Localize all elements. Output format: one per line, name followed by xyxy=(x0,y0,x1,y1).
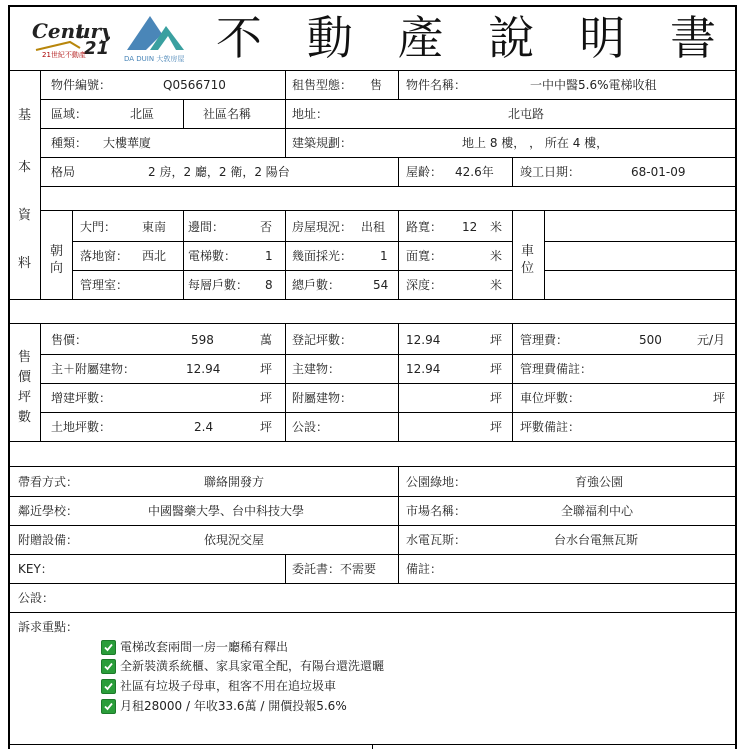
unit-label: 米 xyxy=(490,278,503,292)
logo1-subtitle: 21世紀不動產 xyxy=(42,51,86,59)
divider xyxy=(372,744,373,749)
divider xyxy=(512,157,513,186)
ping-unit: 坪 xyxy=(490,362,503,376)
parking-label-char: 車 xyxy=(521,244,535,259)
plan-label: 建築規劃： xyxy=(292,136,353,150)
section-label-char: 料 xyxy=(18,256,32,271)
century21-logo xyxy=(30,14,110,62)
ping-unit: 坪 xyxy=(260,362,273,376)
main-plus-label: 主＋附屬建物： xyxy=(51,362,136,376)
highlights-label: 訴求重點： xyxy=(18,620,79,634)
price-value: 598 xyxy=(191,333,214,347)
divider xyxy=(40,70,41,299)
ping-unit: 坪 xyxy=(260,391,273,405)
title-char: 書 xyxy=(669,11,716,65)
divider xyxy=(398,70,399,99)
school-label: 鄰近學校： xyxy=(18,504,79,518)
reg-area-value: 12.94 xyxy=(406,333,441,347)
extra-label: 增建坪數： xyxy=(51,391,112,405)
elevators-value: 1 xyxy=(265,249,273,263)
gift-label: 附贈設備： xyxy=(18,533,79,547)
light-value: 1 xyxy=(380,249,388,263)
divider xyxy=(183,99,184,128)
area-note-label: 坪數備註： xyxy=(520,420,581,434)
door-label: 大門： xyxy=(80,220,117,234)
total-units-value: 54 xyxy=(373,278,389,292)
address-label: 地址： xyxy=(292,107,329,121)
divider xyxy=(40,323,41,441)
elevators-label: 電梯數： xyxy=(188,249,237,263)
price-label: 售價： xyxy=(51,333,88,347)
price-unit: 萬 xyxy=(260,333,273,347)
divider xyxy=(8,525,737,526)
svg-text:Cent: Cent xyxy=(32,19,85,43)
fee-label: 管理費： xyxy=(520,333,569,347)
prop-name-label: 物件名稱： xyxy=(406,78,467,92)
utility-value: 台水台電無瓦斯 xyxy=(554,533,639,547)
community-label: 社區名稱 xyxy=(203,107,252,121)
completion-label: 竣工日期： xyxy=(520,165,581,179)
divider xyxy=(8,299,737,300)
highlight-item: 月租28000 / 年收33.6萬 / 開價投報5.6% xyxy=(120,699,347,713)
main-value: 12.94 xyxy=(406,362,441,376)
divider xyxy=(285,554,286,583)
divider xyxy=(72,241,512,242)
case-no-label: 物件編號： xyxy=(51,78,112,92)
divider xyxy=(40,128,737,129)
reg-area-label: 登記坪數： xyxy=(292,333,353,347)
svg-text:21: 21 xyxy=(84,38,110,59)
title-char: 不 xyxy=(216,11,262,65)
parking-area-label: 車位坪數： xyxy=(520,391,581,405)
divider xyxy=(398,157,399,186)
window-value: 西北 xyxy=(142,249,167,263)
address-value: 北屯路 xyxy=(508,107,545,121)
land-label: 土地坪數： xyxy=(51,420,112,434)
gift-value: 依現況交屋 xyxy=(204,533,265,547)
divider xyxy=(40,210,737,211)
divider xyxy=(8,323,737,324)
section-label-char: 基 xyxy=(18,108,32,123)
front-label: 面寬： xyxy=(406,249,443,263)
deal-type-value: 售 xyxy=(370,78,383,92)
divider xyxy=(512,210,513,299)
mgmt-room-label: 管理室： xyxy=(80,278,129,292)
age-value: 42.6年 xyxy=(455,165,494,179)
district-value: 北區 xyxy=(130,107,155,121)
section-label-char: 本 xyxy=(18,160,32,175)
park-label: 公園綠地： xyxy=(406,475,467,489)
market-value: 全聯福利中心 xyxy=(561,504,634,518)
divider xyxy=(398,466,399,583)
public-label: 公設： xyxy=(292,420,329,434)
svg-text:ury: ury xyxy=(76,19,110,43)
market-label: 市場名稱： xyxy=(406,504,467,518)
checkbox-icon xyxy=(101,679,116,694)
divider xyxy=(8,70,737,71)
divider xyxy=(8,496,737,497)
plan-value: 地上 8 樓， ， 所在 4 樓， xyxy=(462,136,609,150)
divider xyxy=(285,70,286,158)
title-char: 動 xyxy=(306,11,353,65)
divider xyxy=(8,612,737,613)
divider xyxy=(40,412,737,413)
unit-label: 米 xyxy=(490,249,503,263)
divider xyxy=(544,210,545,299)
commission-text: 委託書：不需要 xyxy=(292,562,377,576)
title-char: 明 xyxy=(579,11,626,65)
layout-label: 格局 xyxy=(51,165,76,179)
fee-unit: 元/月 xyxy=(697,333,726,347)
ping-unit: 坪 xyxy=(490,391,503,405)
status-label: 房屋現況： xyxy=(292,220,353,234)
ping-unit: 坪 xyxy=(490,333,503,347)
total-units-label: 總戶數： xyxy=(292,278,341,292)
logo2-subtitle: DA DUIN 大敦房屋 xyxy=(124,55,185,63)
status-value: 出租 xyxy=(361,220,386,234)
completion-value: 68-01-09 xyxy=(631,165,686,179)
divider xyxy=(8,583,737,584)
road-value: 12 xyxy=(462,220,478,234)
units-per-floor-label: 每層戶數： xyxy=(188,278,249,292)
fee-note-label: 管理費備註： xyxy=(520,362,593,376)
highlight-item: 電梯改套兩間一房一廳稀有釋出 xyxy=(120,640,289,654)
ping-unit: 坪 xyxy=(260,420,273,434)
divider xyxy=(72,210,73,299)
divider xyxy=(40,186,737,187)
utility-label: 水電瓦斯： xyxy=(406,533,467,547)
case-no-value: Q0566710 xyxy=(163,78,226,92)
facing-label-char: 向 xyxy=(50,261,64,276)
unit-label: 米 xyxy=(490,220,503,234)
main-plus-value: 12.94 xyxy=(186,362,221,376)
parking-label-char: 位 xyxy=(521,261,535,276)
layout-value: 2 房，2 廳，2 衛，2 陽台 xyxy=(148,165,290,179)
divider xyxy=(544,270,737,271)
divider xyxy=(544,241,737,242)
title-char: 產 xyxy=(397,11,444,65)
section-label-char: 資 xyxy=(18,208,32,223)
divider xyxy=(8,466,737,467)
window-label: 落地窗： xyxy=(80,249,129,263)
price-section-char: 數 xyxy=(18,410,32,425)
checkbox-icon xyxy=(101,640,116,655)
type-label: 種類： xyxy=(51,136,88,150)
divider xyxy=(8,441,737,442)
land-value: 2.4 xyxy=(194,420,214,434)
facing-label-char: 朝 xyxy=(50,244,64,259)
divider xyxy=(285,210,286,299)
viewing-value: 聯絡開發方 xyxy=(204,475,265,489)
park-value: 育強公園 xyxy=(575,475,624,489)
divider xyxy=(398,323,399,441)
road-label: 路寬： xyxy=(406,220,443,234)
district-label: 區域： xyxy=(51,107,88,121)
ping-unit: 坪 xyxy=(713,391,726,405)
divider xyxy=(40,99,737,100)
checkbox-icon xyxy=(101,659,116,674)
divider xyxy=(40,354,737,355)
units-per-floor-value: 8 xyxy=(265,278,273,292)
divider xyxy=(72,270,512,271)
side-label: 邊間： xyxy=(188,220,225,234)
price-section-char: 價 xyxy=(18,370,32,385)
school-value: 中國醫藥大學、台中科技大學 xyxy=(148,504,305,518)
da-duin-logo xyxy=(122,14,192,62)
divider xyxy=(398,210,399,299)
key-label: KEY： xyxy=(18,562,53,576)
deal-type-label: 租售型態： xyxy=(292,78,353,92)
divider xyxy=(40,383,737,384)
remark-label: 備註： xyxy=(406,562,443,576)
fee-value: 500 xyxy=(639,333,662,347)
depth-label: 深度： xyxy=(406,278,443,292)
document-title xyxy=(216,12,716,64)
type-value: 大樓華廈 xyxy=(103,136,152,150)
main-label: 主建物： xyxy=(292,362,341,376)
highlight-item: 全新裝潢系統櫃、家具家電全配，有陽台還洗還曬 xyxy=(120,659,385,673)
title-char: 說 xyxy=(488,11,535,65)
divider xyxy=(40,157,737,158)
ping-unit: 坪 xyxy=(490,420,503,434)
prop-name-value: 一中中醫5.6%電梯收租 xyxy=(530,78,657,92)
divider xyxy=(8,554,737,555)
divider xyxy=(183,210,184,299)
highlight-item: 社區有垃圾子母車，租客不用在追垃圾車 xyxy=(120,679,337,693)
checkbox-icon xyxy=(101,699,116,714)
document-frame xyxy=(8,5,737,749)
price-section-char: 坪 xyxy=(18,390,32,405)
attached-label: 附屬建物： xyxy=(292,391,353,405)
age-label: 屋齡： xyxy=(406,165,443,179)
public-facilities-label: 公設： xyxy=(18,591,55,605)
light-label: 幾面採光： xyxy=(292,249,353,263)
door-value: 東南 xyxy=(142,220,167,234)
divider xyxy=(512,323,513,441)
side-value: 否 xyxy=(260,220,273,234)
price-section-char: 售 xyxy=(18,350,32,365)
viewing-label: 帶看方式： xyxy=(18,475,79,489)
divider xyxy=(285,323,286,441)
